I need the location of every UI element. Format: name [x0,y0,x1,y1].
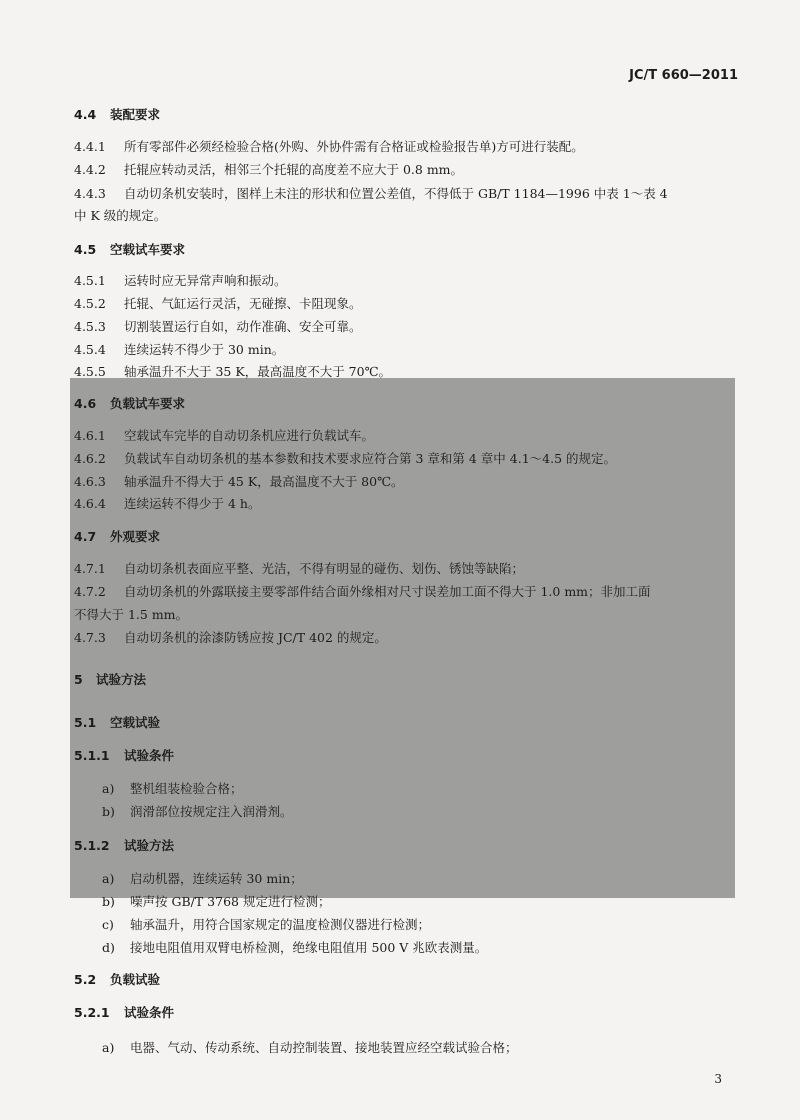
clause-4-7-3: 4.7.3 自动切条机的涂漆防锈应按 JC/T 402 的规定。 [74,630,387,645]
list-item-b: b) 噪声按 GB/T 3768 规定进行检测； [102,894,331,909]
document-code: JC/T 660—2011 [629,68,738,83]
clause-4-4-3: 4.4.3 自动切条机安装时，图样上未注的形状和位置公差值，不得低于 GB/T 1184—1996 中表 1～表 4 [74,186,668,201]
list-item-a: a) 电器、气动、传动系统、自动控制装置、接地装置应经空载试验合格； [102,1040,518,1055]
page-number: 3 [714,1072,722,1086]
clause-4-6-3: 4.6.3 轴承温升不得大于 45 K，最高温度不大于 80℃。 [74,474,404,489]
heading-4-7: 4.7 外观要求 [74,529,161,544]
heading-5-2: 5.2 负载试验 [74,972,161,987]
heading-4-5: 4.5 空载试车要求 [74,242,186,257]
clause-4-4-2: 4.4.2 托辊应转动灵活，相邻三个托辊的高度差不应大于 0.8 mm。 [74,162,464,177]
clause-4-7-2: 4.7.2 自动切条机的外露联接主要零部件结合面外缘相对尺寸误差加工面不得大于 1.0 mm；非加工面 [74,584,651,599]
clause-4-7-2-cont: 不得大于 1.5 mm。 [74,607,189,622]
list-item-c: c) 轴承温升，用符合国家规定的温度检测仪器进行检测； [102,917,431,932]
clause-4-5-4: 4.5.4 连续运转不得少于 30 min。 [74,342,285,357]
heading-4-6: 4.6 负载试车要求 [74,396,186,411]
heading-4-4: 4.4 装配要求 [74,107,161,122]
clause-4-7-1: 4.7.1 自动切条机表面应平整、光洁，不得有明显的碰伤、划伤、锈蚀等缺陷； [74,561,525,576]
clause-4-5-1: 4.5.1 运转时应无异常声响和振动。 [74,273,287,288]
heading-5-2-1: 5.2.1 试验条件 [74,1005,175,1020]
heading-5-1: 5.1 空载试验 [74,715,161,730]
heading-5: 5 试验方法 [74,672,147,687]
list-item-d: d) 接地电阻值用双臂电桥检测，绝缘电阻值用 500 V 兆欧表测量。 [102,940,488,955]
heading-5-1-2: 5.1.2 试验方法 [74,838,175,853]
list-item-b: b) 润滑部位按规定注入润滑剂。 [102,804,293,819]
clause-4-6-1: 4.6.1 空载试车完毕的自动切条机应进行负载试车。 [74,428,375,443]
clause-4-4-3-cont: 中 K 级的规定。 [74,208,167,223]
clause-4-5-3: 4.5.3 切割装置运行自如，动作准确、安全可靠。 [74,319,362,334]
clause-4-6-2: 4.6.2 负载试车自动切条机的基本参数和技术要求应符合第 3 章和第 4 章中 4.1～4.5 的规定。 [74,451,617,466]
clause-4-5-2: 4.5.2 托辊、气缸运行灵活，无碰擦、卡阻现象。 [74,296,362,311]
clause-4-5-5: 4.5.5 轴承温升不大于 35 K，最高温度不大于 70℃。 [74,364,392,379]
list-item-a: a) 整机组装检验合格； [102,781,243,796]
clause-4-6-4: 4.6.4 连续运转不得少于 4 h。 [74,496,261,511]
clause-4-4-1: 4.4.1 所有零部件必须经检验合格(外购、外协件需有合格证或检验报告单)方可进行装配。 [74,139,584,154]
list-item-a: a) 启动机器，连续运转 30 min； [102,871,303,886]
heading-5-1-1: 5.1.1 试验条件 [74,748,175,763]
